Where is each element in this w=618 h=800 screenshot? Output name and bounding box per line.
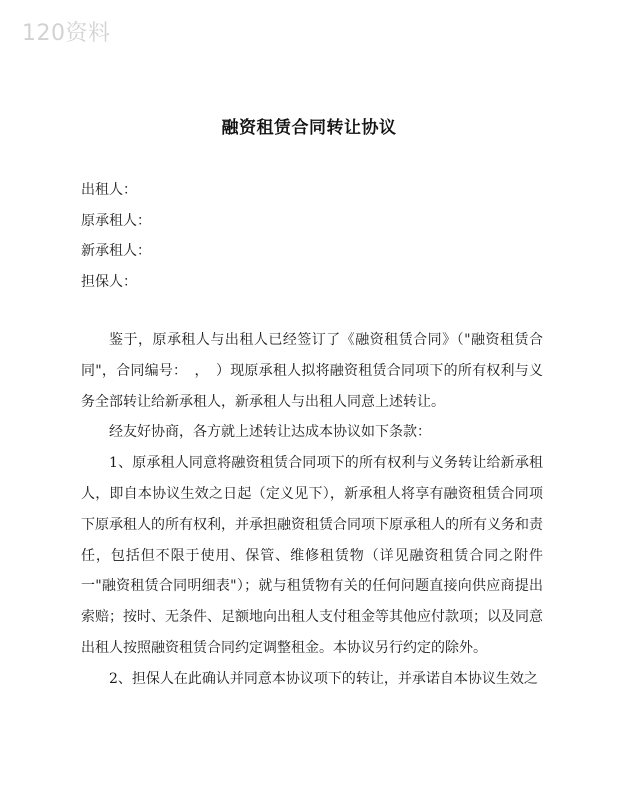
clause-1-paragraph: 1、原承租人同意将融资租赁合同项下的所有权利与义务转让给新承租人，即自本协议生效之日起（定义见下），新承租人将享有融资租赁合同项下原承租人的所有权利，并承担融资租赁合同项下原承租人的所有义务和责任，包括但不限于使用、保管、维修租赁物（详见融资租赁合同之附件一"融资租赁合同明细表"）；就与租赁物有关的任何问题直接向供应商提出索赔；按时、无条件、足额地向出租人支付租金等其他应付款项；以及同意出租人按照融资租赁合同约定调整租金。本协议另行约定的除外。 [81,455,543,656]
agreement-body [81,325,543,695]
watermark: 120资料 [22,21,111,46]
party-lessor: 出租人： [81,182,137,198]
recital-paragraph: 鉴于，原承租人与出租人已经签订了《融资租赁合同》（"融资租赁合同"，合同编号： ， ）现原承租人拟将融资租赁合同项下的所有权利与义务全部转让给新承租人，新承租人与出租人同意上述转让。 [81,332,543,410]
clause-2-paragraph: 2、担保人在此确认并同意本协议项下的转让，并承诺自本协议生效之 [109,670,538,687]
parties-list [81,175,151,297]
party-original-lessee: 原承租人： [81,212,151,229]
party-new-lessee: 新承租人： [81,243,151,259]
document-title: 融资租赁合同转让协议 [221,118,397,138]
consultation-paragraph: 经友好协商，各方就上述转让达成本协议如下条款： [109,424,431,441]
party-guarantor: 担保人： [81,273,137,290]
